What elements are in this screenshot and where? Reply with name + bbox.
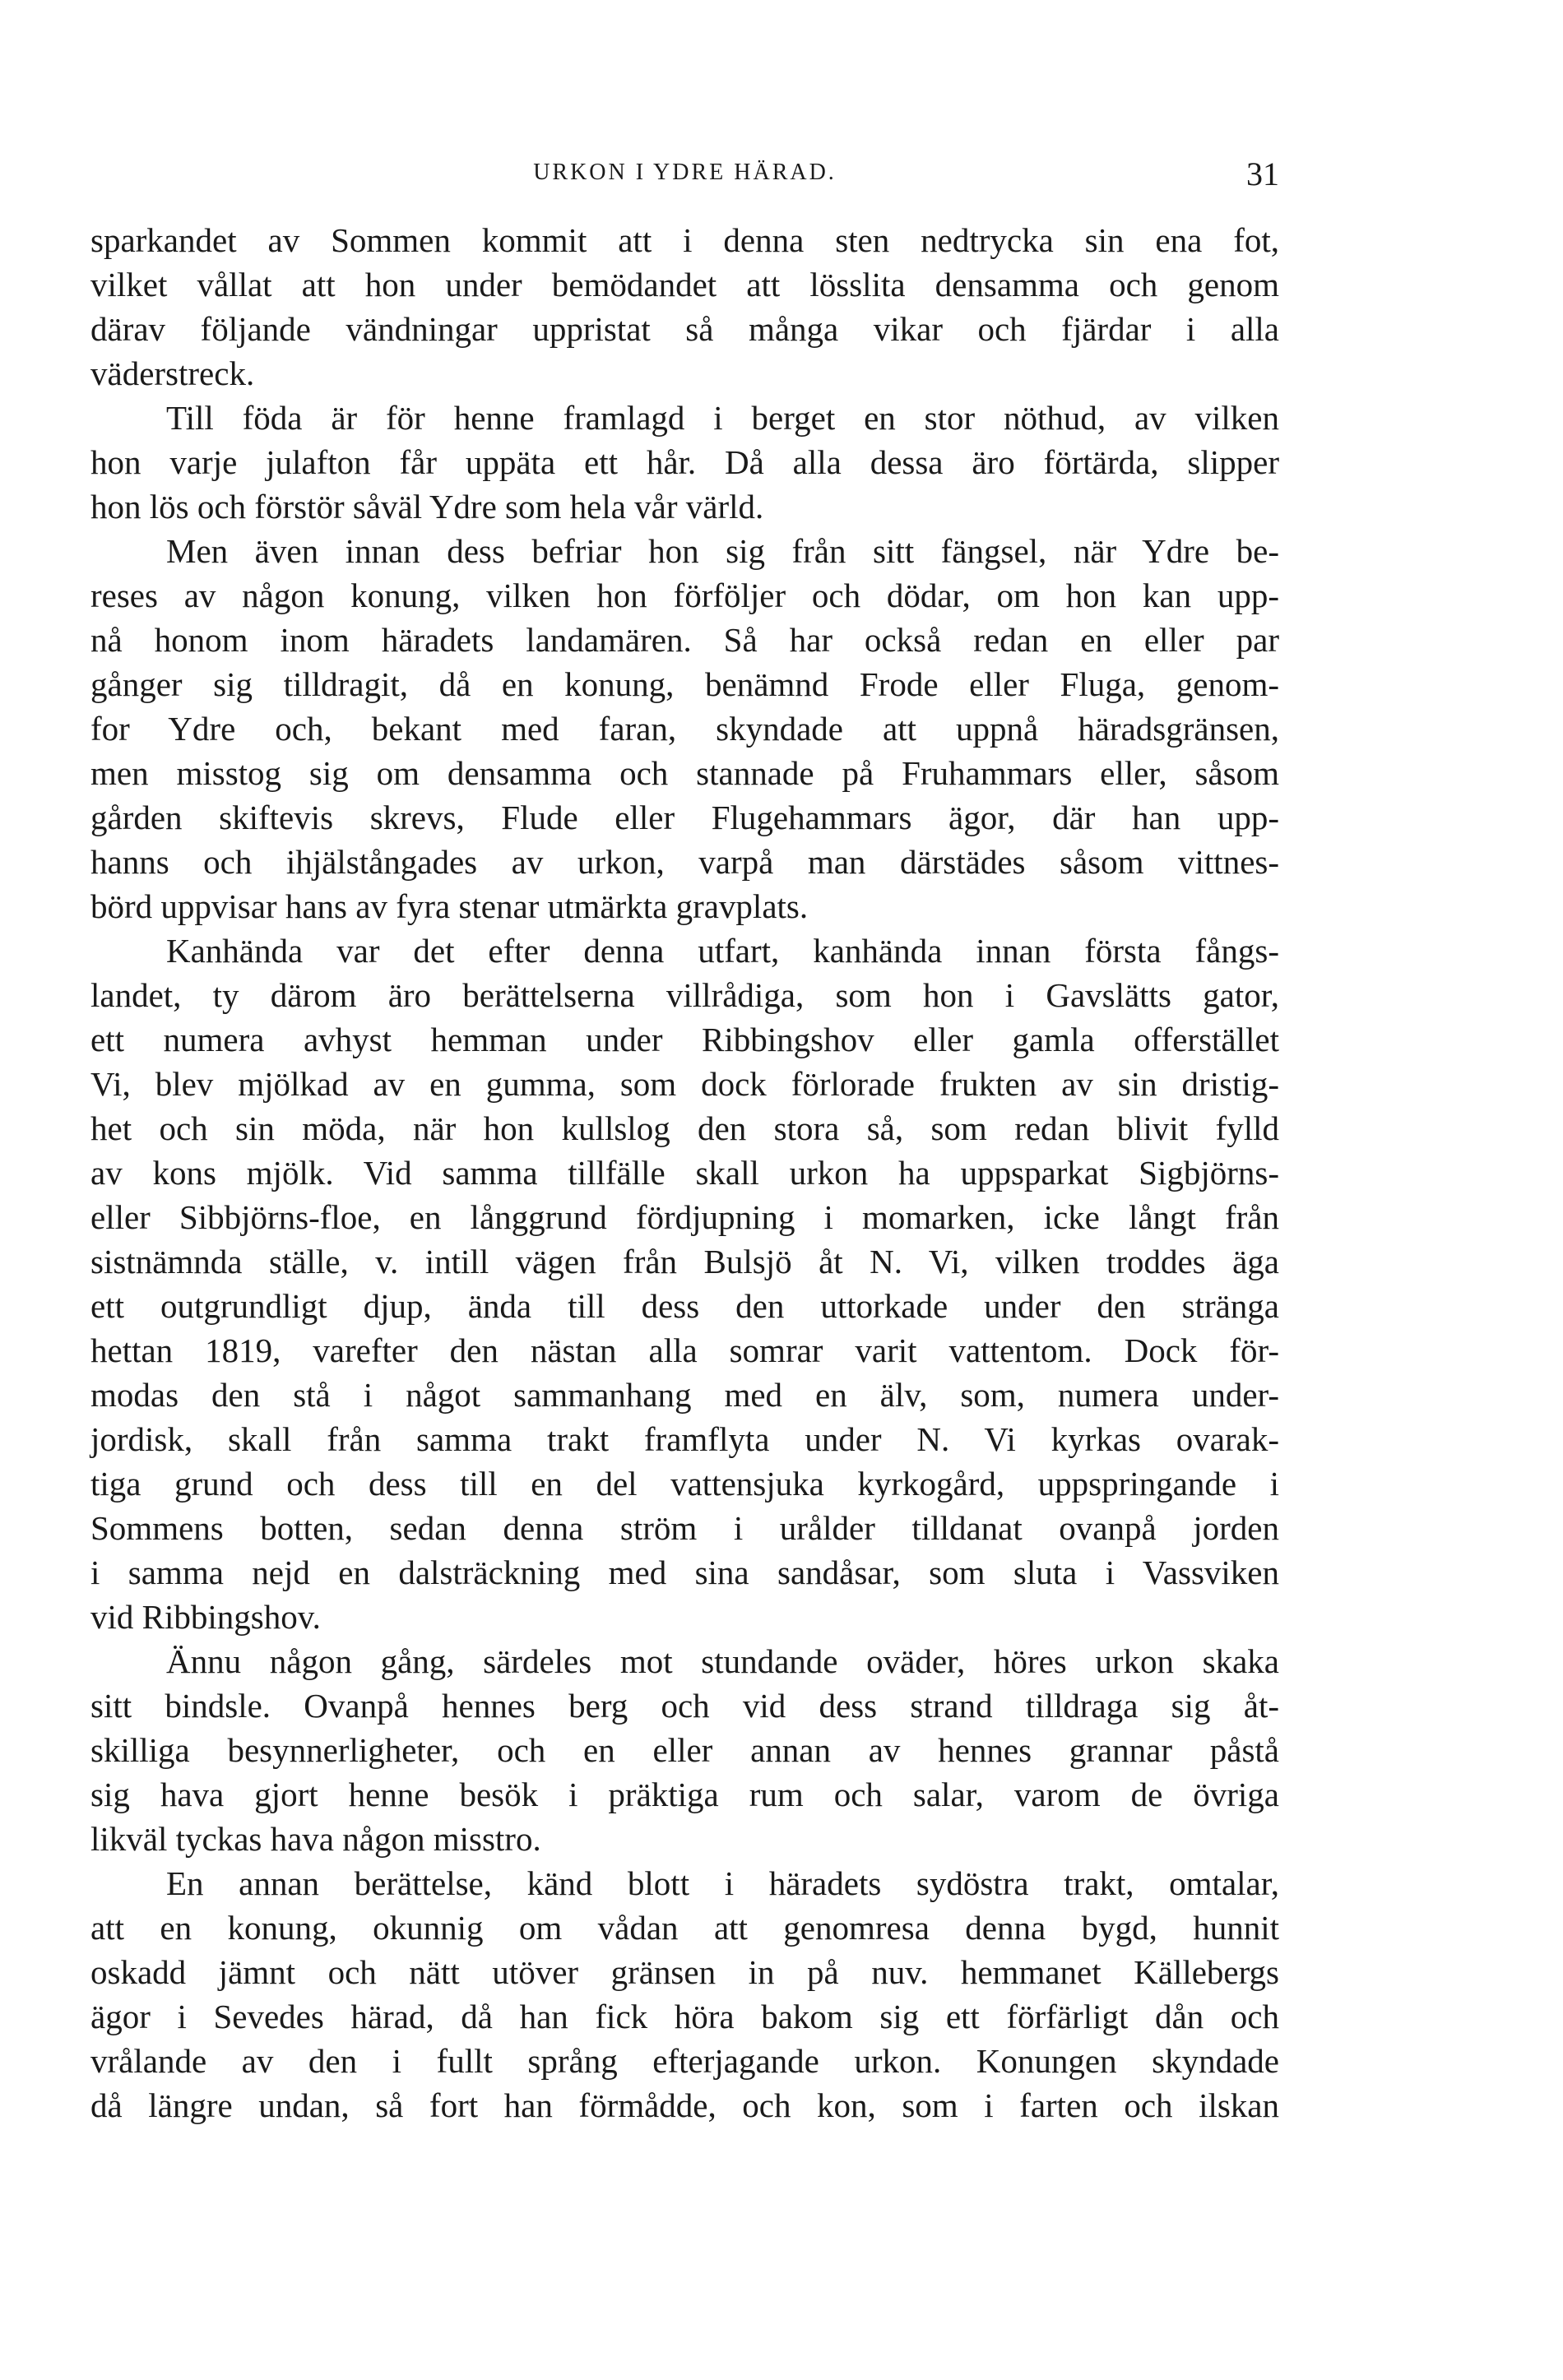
running-title: URKON I YDRE HÄRAD. (533, 160, 837, 185)
text-line: jordisk, skall från samma trakt framflyta under N. Vi kyrkas ovarak- (90, 1420, 1279, 1458)
text-line: reses av någon konung, vilken hon förföljer och dödar, om hon kan upp- (90, 576, 1279, 614)
text-line: börd uppvisar hans av fyra stenar utmärkta gravplats. (90, 887, 809, 925)
text-line: Sommens botten, sedan denna ström i urålder tilldanat ovanpå jorden (90, 1509, 1279, 1547)
text-line: skilliga besynnerligheter, och en eller annan av hennes grannar påstå (90, 1731, 1279, 1769)
text-line: eller Sibbjörns-floe, en långgrund fördjupning i momarken, icke långt från (90, 1198, 1279, 1236)
text-line: därav följande vändningar uppristat så många vikar och fjärdar i alla (90, 310, 1279, 348)
text-line: men misstog sig om densamma och stannade på Fruhammars eller, såsom (90, 754, 1279, 792)
text-line: då längre undan, så fort han förmådde, och kon, som i farten och ilskan (90, 2086, 1279, 2124)
text-line: landet, ty därom äro berättelserna villrådiga, som hon i Gavslätts gator, (90, 976, 1279, 1014)
text-line: gånger sig tilldragit, då en konung, benämnd Frode eller Fluga, genom- (90, 665, 1279, 703)
text-line: hanns och ihjälstångades av urkon, varpå man därstädes såsom vittnes- (90, 843, 1279, 881)
text-line: vid Ribbingshov. (90, 1598, 321, 1636)
page-number: 31 (1246, 155, 1279, 192)
text-line: sistnämnda ställe, v. intill vägen från Bulsjö åt N. Vi, vilken troddes äga (90, 1243, 1279, 1280)
text-line: hettan 1819, varefter den nästan alla somrar varit vattentom. Dock för- (90, 1331, 1279, 1369)
text-line: likväl tyckas hava någon misstro. (90, 1820, 541, 1858)
text-line: av kons mjölk. Vid samma tillfälle skall urkon ha uppsparkat Sigbjörns- (90, 1154, 1279, 1192)
text-line: hon lös och förstör såväl Ydre som hela vår värld. (90, 488, 764, 526)
text-line: ett numera avhyst hemman under Ribbingshov eller gamla offerstället (90, 1021, 1279, 1058)
text-line: sig hava gjort henne besök i präktiga rum och salar, varom de övriga (90, 1776, 1279, 1813)
text-line: modas den stå i något sammanhang med en älv, som, numera under- (90, 1376, 1279, 1414)
text-line: gården skiftevis skrevs, Flude eller Flugehammars ägor, där han upp- (90, 799, 1279, 836)
text-line: Kanhända var det efter denna utfart, kanhända innan första fångs- (166, 932, 1279, 970)
text-line: ägor i Sevedes härad, då han fick höra bakom sig ett förfärligt dån och (90, 1998, 1279, 2035)
text-line: het och sin möda, när hon kullslog den stora så, som redan blivit fylld (90, 1109, 1279, 1147)
text-line: Vi, blev mjölkad av en gumma, som dock förlorade frukten av sin dristig- (90, 1065, 1279, 1103)
text-line: vilket vållat att hon under bemödandet att lösslita densamma och genom (90, 266, 1279, 303)
text-line: ett outgrundligt djup, ända till dess den uttorkade under den stränga (90, 1287, 1279, 1325)
text-line: i samma nejd en dalsträckning med sina sandåsar, som sluta i Vassviken (90, 1553, 1279, 1591)
text-line: hon varje julafton får uppäta ett hår. Då alla dessa äro förtärda, slipper (90, 443, 1279, 481)
text-line: att en konung, okunnig om vådan att genomresa denna bygd, hunnit (90, 1909, 1279, 1947)
text-line: vrålande av den i fullt språng efterjagande urkon. Konungen skyndade (90, 2042, 1279, 2080)
text-line: Till föda är för henne framlagd i berget en stor nöthud, av vilken (166, 399, 1279, 437)
text-line: väderstreck. (90, 354, 255, 392)
text-line: oskadd jämnt och nätt utöver gränsen in på nuv. hemmanet Källebergs (90, 1953, 1279, 1991)
text-line: sitt bindsle. Ovanpå hennes berg och vid dess strand tilldraga sig åt- (90, 1687, 1279, 1725)
text-line: Men även innan dess befriar hon sig från sitt fängsel, när Ydre be- (166, 532, 1279, 570)
running-header (90, 155, 1279, 204)
text-line: En annan berättelse, känd blott i häradets sydöstra trakt, omtalar, (166, 1864, 1279, 1902)
text-line: for Ydre och, bekant med faran, skyndade att uppnå häradsgränsen, (90, 710, 1279, 748)
text-line: nå honom inom häradets landamären. Så har också redan en eller par (90, 621, 1279, 659)
text-line: Ännu någon gång, särdeles mot stundande oväder, höres urkon skaka (166, 1642, 1279, 1680)
text-line: tiga grund och dess till en del vattensjuka kyrkogård, uppspringande i (90, 1465, 1279, 1503)
text-line: sparkandet av Sommen kommit att i denna sten nedtrycka sin ena fot, (90, 221, 1279, 259)
